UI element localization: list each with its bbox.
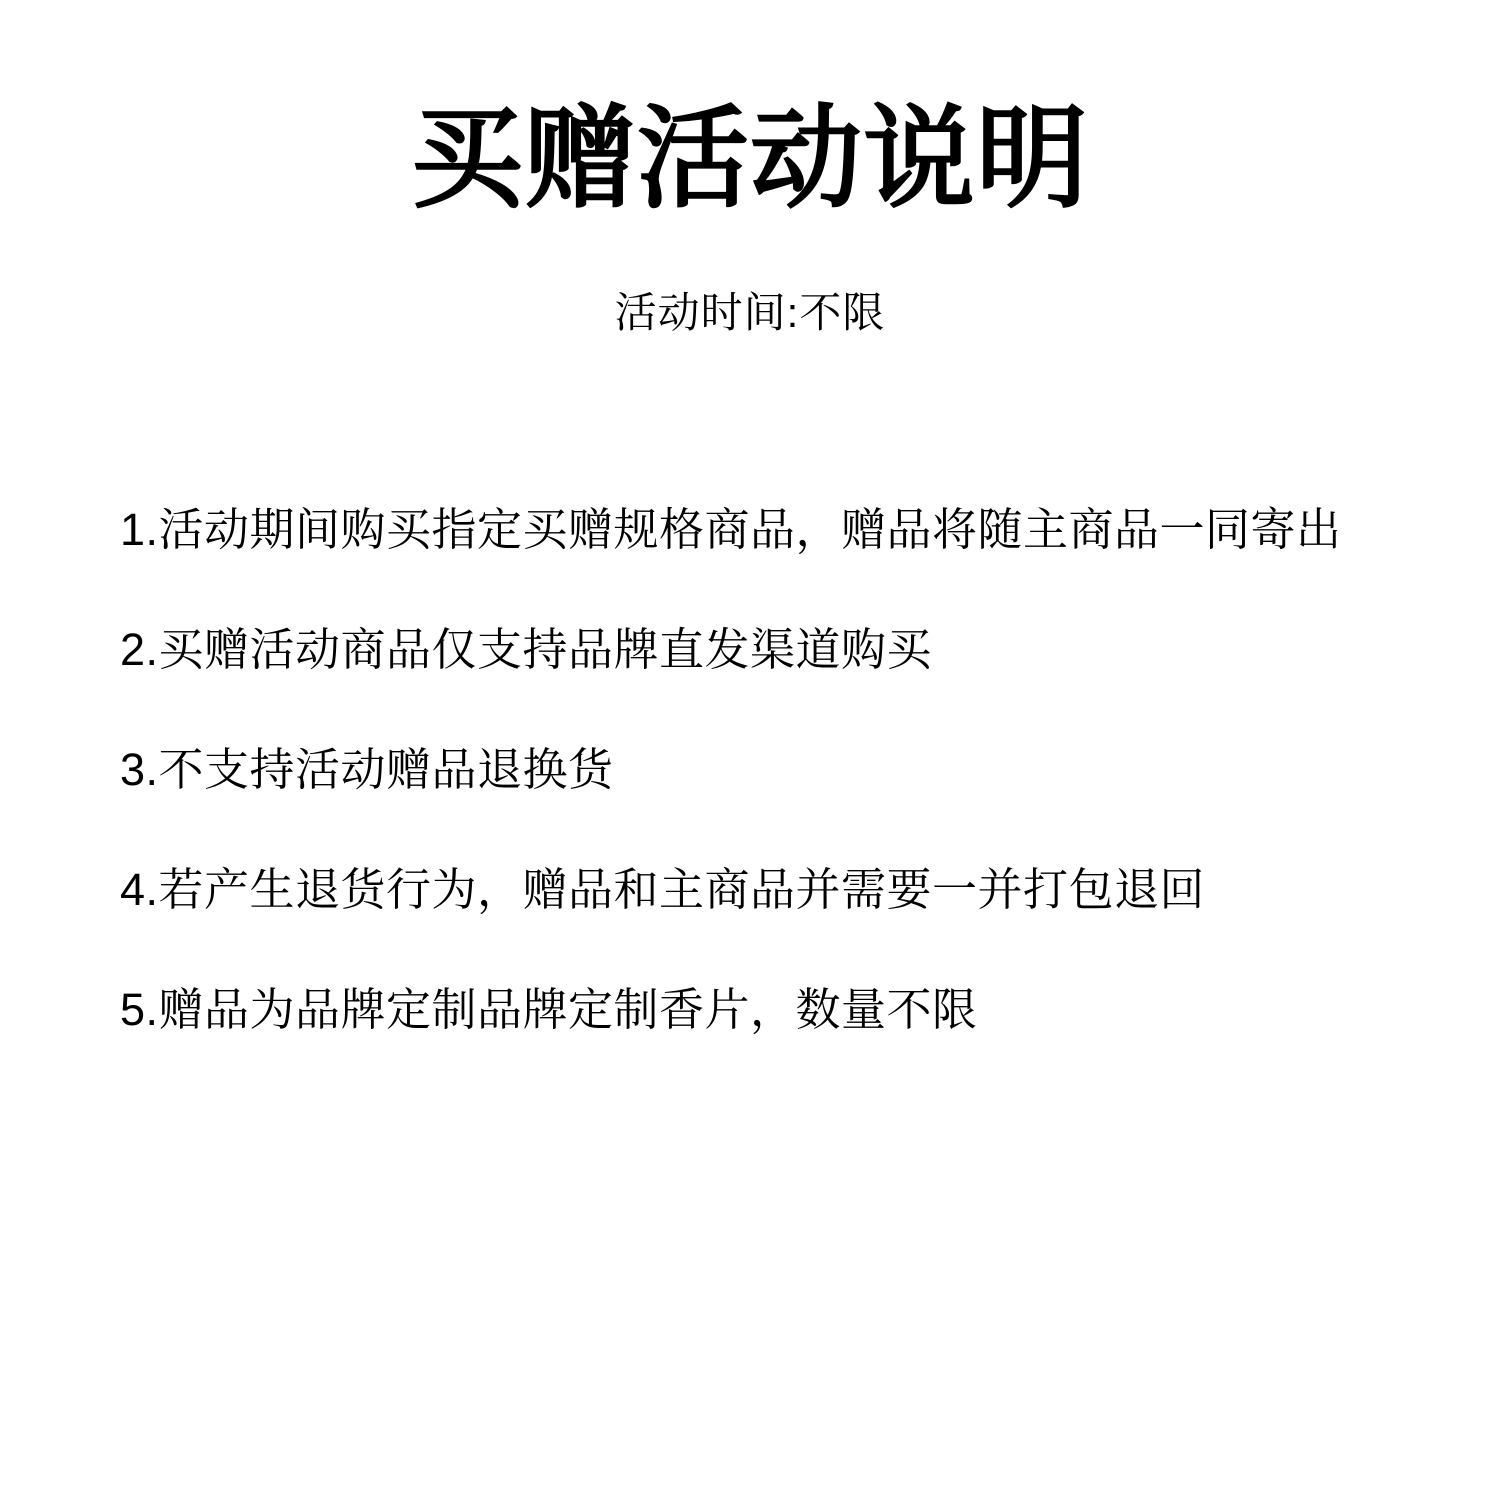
rule-item-4: 4.若产生退货行为，赠品和主商品并需要一并打包退回 [120, 864, 1206, 916]
rule-item-5: 5.赠品为品牌定制品牌定制香片，数量不限 [120, 984, 978, 1036]
activity-time-subtitle: 活动时间:不限 [614, 288, 886, 336]
rule-item-2: 2.买赠活动商品仅支持品牌直发渠道购买 [120, 624, 933, 676]
rule-item-1: 1.活动期间购买指定买赠规格商品，赠品将随主商品一同寄出 [120, 504, 1342, 556]
rule-item-3: 3.不支持活动赠品退换货 [120, 744, 614, 796]
page-title: 买赠活动说明 [411, 96, 1089, 221]
rules-list [0, 500, 1500, 1040]
